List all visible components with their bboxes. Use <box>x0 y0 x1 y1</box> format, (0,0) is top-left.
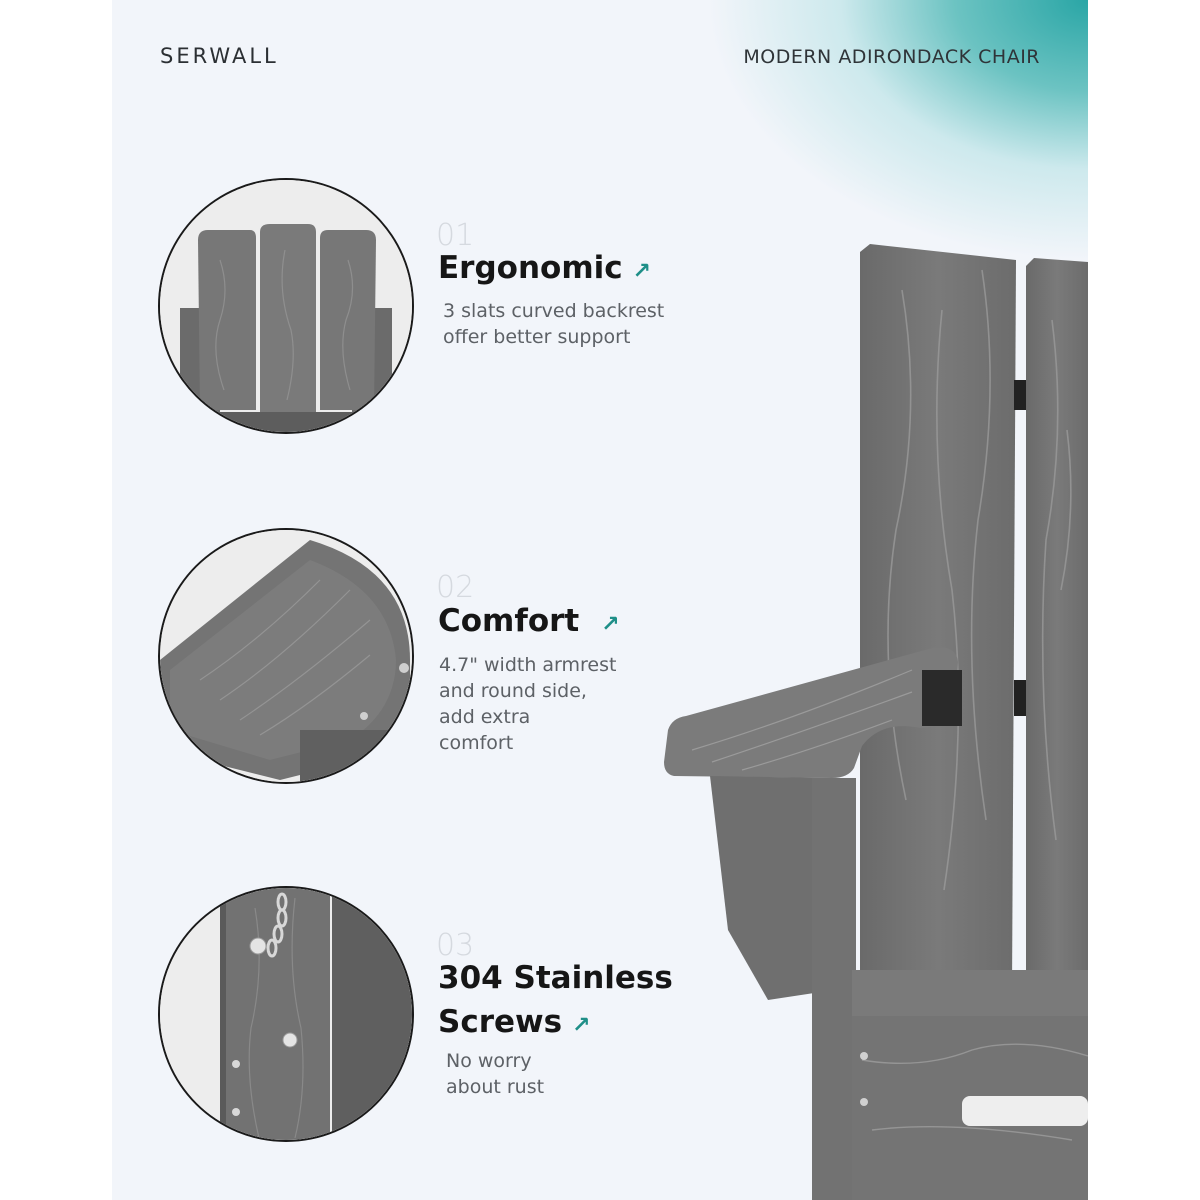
desc-line: about rust <box>446 1076 545 1098</box>
desc-line: comfort <box>439 732 514 754</box>
screws-detail-image <box>160 888 412 1140</box>
feature-number: 01 <box>436 218 475 253</box>
brand-logo: SERWALL <box>160 44 279 68</box>
arrow-up-right-icon: ↗ <box>601 612 620 637</box>
feature-number: 03 <box>436 928 475 963</box>
desc-line: offer better support <box>443 326 631 348</box>
arrow-up-right-icon: ↗ <box>632 259 652 284</box>
feature-description <box>446 1048 544 1100</box>
desc-line: 3 slats curved backrest <box>443 300 665 322</box>
armrest-detail-image <box>160 530 412 782</box>
feature-title-line: Screws <box>438 1004 563 1040</box>
feature-title-text: Ergonomic <box>438 250 623 286</box>
desc-line: No worry <box>446 1050 532 1072</box>
product-title: MODERN ADIRONDACK CHAIR <box>743 46 1040 68</box>
desc-line: add extra <box>439 706 531 728</box>
product-banner <box>112 0 1088 1200</box>
feature-title-text: Comfort <box>438 603 580 639</box>
desc-line: and round side, <box>439 680 587 702</box>
feature-title-line: 304 Stainless <box>438 960 673 996</box>
chair-product-image <box>542 230 1088 1200</box>
feature-number: 02 <box>436 570 475 605</box>
arrow-up-right-icon: ↗ <box>572 1013 591 1038</box>
backrest-detail-image <box>160 180 412 432</box>
desc-line: 4.7" width armrest <box>439 654 617 676</box>
